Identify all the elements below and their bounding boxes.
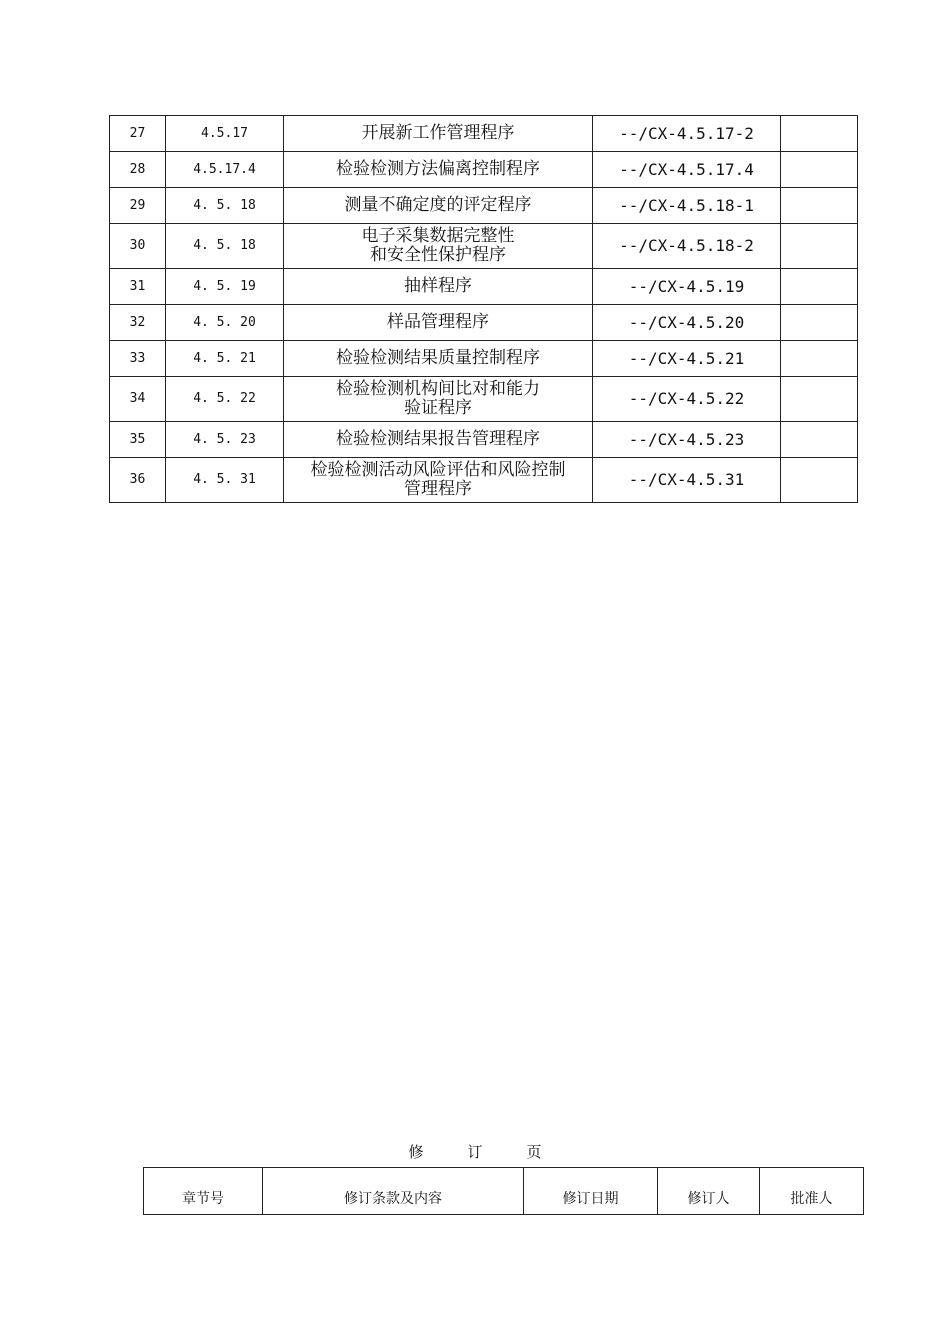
row-number: 34 bbox=[110, 377, 166, 422]
table-row bbox=[110, 188, 858, 224]
row-number: 28 bbox=[110, 152, 166, 188]
procedure-name-line: 管理程序 bbox=[404, 479, 472, 499]
procedure-name-line: 测量不确定度的评定程序 bbox=[344, 195, 532, 215]
procedure-name-line: 电子采集数据完整性 bbox=[361, 226, 515, 246]
header-revision-content: 修订条款及内容 bbox=[263, 1168, 524, 1215]
document-code: --/CX-4.5.21 bbox=[593, 341, 781, 377]
revision-title-char: 订 bbox=[467, 1143, 483, 1161]
document-code: --/CX-4.5.20 bbox=[593, 305, 781, 341]
remarks-cell bbox=[781, 458, 858, 503]
row-number: 29 bbox=[110, 188, 166, 224]
procedure-name bbox=[284, 341, 593, 377]
procedure-name bbox=[284, 458, 593, 503]
revision-page-title bbox=[0, 1141, 950, 1162]
procedure-name-line: 样品管理程序 bbox=[387, 312, 489, 332]
clause-number: 4. 5. 23 bbox=[166, 422, 284, 458]
clause-number: 4. 5. 18 bbox=[166, 224, 284, 269]
row-number: 36 bbox=[110, 458, 166, 503]
procedure-name-line: 开展新工作管理程序 bbox=[361, 123, 515, 143]
procedure-table bbox=[109, 115, 858, 503]
header-revision-date: 修订日期 bbox=[524, 1168, 658, 1215]
row-number: 27 bbox=[110, 116, 166, 152]
header-approver: 批准人 bbox=[760, 1168, 864, 1215]
row-number: 35 bbox=[110, 422, 166, 458]
clause-number: 4.5.17 bbox=[166, 116, 284, 152]
document-code: --/CX-4.5.18-2 bbox=[593, 224, 781, 269]
header-section-no: 章节号 bbox=[144, 1168, 263, 1215]
row-number: 30 bbox=[110, 224, 166, 269]
remarks-cell bbox=[781, 422, 858, 458]
clause-number: 4. 5. 22 bbox=[166, 377, 284, 422]
clause-number: 4. 5. 31 bbox=[166, 458, 284, 503]
procedure-name bbox=[284, 188, 593, 224]
document-code: --/CX-4.5.23 bbox=[593, 422, 781, 458]
remarks-cell bbox=[781, 224, 858, 269]
table-row bbox=[110, 458, 858, 503]
table-row bbox=[110, 422, 858, 458]
revision-title-char: 修 bbox=[408, 1143, 424, 1161]
procedure-name-line: 检验检测机构间比对和能力 bbox=[336, 379, 540, 399]
table-row bbox=[110, 341, 858, 377]
procedure-name-line: 检验检测方法偏离控制程序 bbox=[336, 159, 540, 179]
revision-table bbox=[143, 1167, 864, 1215]
table-row bbox=[110, 116, 858, 152]
procedure-name-line: 抽样程序 bbox=[404, 276, 472, 296]
procedure-name bbox=[284, 116, 593, 152]
document-code: --/CX-4.5.22 bbox=[593, 377, 781, 422]
table-row bbox=[110, 152, 858, 188]
remarks-cell bbox=[781, 377, 858, 422]
document-code: --/CX-4.5.18-1 bbox=[593, 188, 781, 224]
procedure-name bbox=[284, 152, 593, 188]
procedure-name bbox=[284, 269, 593, 305]
clause-number: 4. 5. 20 bbox=[166, 305, 284, 341]
procedure-name-line: 和安全性保护程序 bbox=[370, 245, 506, 265]
procedure-name-line: 检验检测结果质量控制程序 bbox=[336, 348, 540, 368]
row-number: 33 bbox=[110, 341, 166, 377]
clause-number: 4. 5. 21 bbox=[166, 341, 284, 377]
header-reviser: 修订人 bbox=[658, 1168, 760, 1215]
procedure-name bbox=[284, 305, 593, 341]
remarks-cell bbox=[781, 305, 858, 341]
row-number: 32 bbox=[110, 305, 166, 341]
procedure-name bbox=[284, 224, 593, 269]
revision-title-char: 页 bbox=[526, 1143, 542, 1161]
procedure-name-line: 检验检测结果报告管理程序 bbox=[336, 429, 540, 449]
remarks-cell bbox=[781, 341, 858, 377]
table-row bbox=[110, 224, 858, 269]
remarks-cell bbox=[781, 188, 858, 224]
document-code: --/CX-4.5.31 bbox=[593, 458, 781, 503]
revision-header-row bbox=[144, 1168, 864, 1215]
clause-number: 4.5.17.4 bbox=[166, 152, 284, 188]
remarks-cell bbox=[781, 116, 858, 152]
clause-number: 4. 5. 19 bbox=[166, 269, 284, 305]
remarks-cell bbox=[781, 152, 858, 188]
row-number: 31 bbox=[110, 269, 166, 305]
procedure-name-line: 检验检测活动风险评估和风险控制 bbox=[310, 460, 566, 480]
table-row bbox=[110, 305, 858, 341]
procedure-table-body bbox=[110, 116, 858, 503]
document-code: --/CX-4.5.19 bbox=[593, 269, 781, 305]
table-row bbox=[110, 269, 858, 305]
procedure-name bbox=[284, 422, 593, 458]
document-code: --/CX-4.5.17-2 bbox=[593, 116, 781, 152]
procedure-name bbox=[284, 377, 593, 422]
remarks-cell bbox=[781, 269, 858, 305]
clause-number: 4. 5. 18 bbox=[166, 188, 284, 224]
document-code: --/CX-4.5.17.4 bbox=[593, 152, 781, 188]
procedure-name-line: 验证程序 bbox=[404, 398, 472, 418]
table-row bbox=[110, 377, 858, 422]
